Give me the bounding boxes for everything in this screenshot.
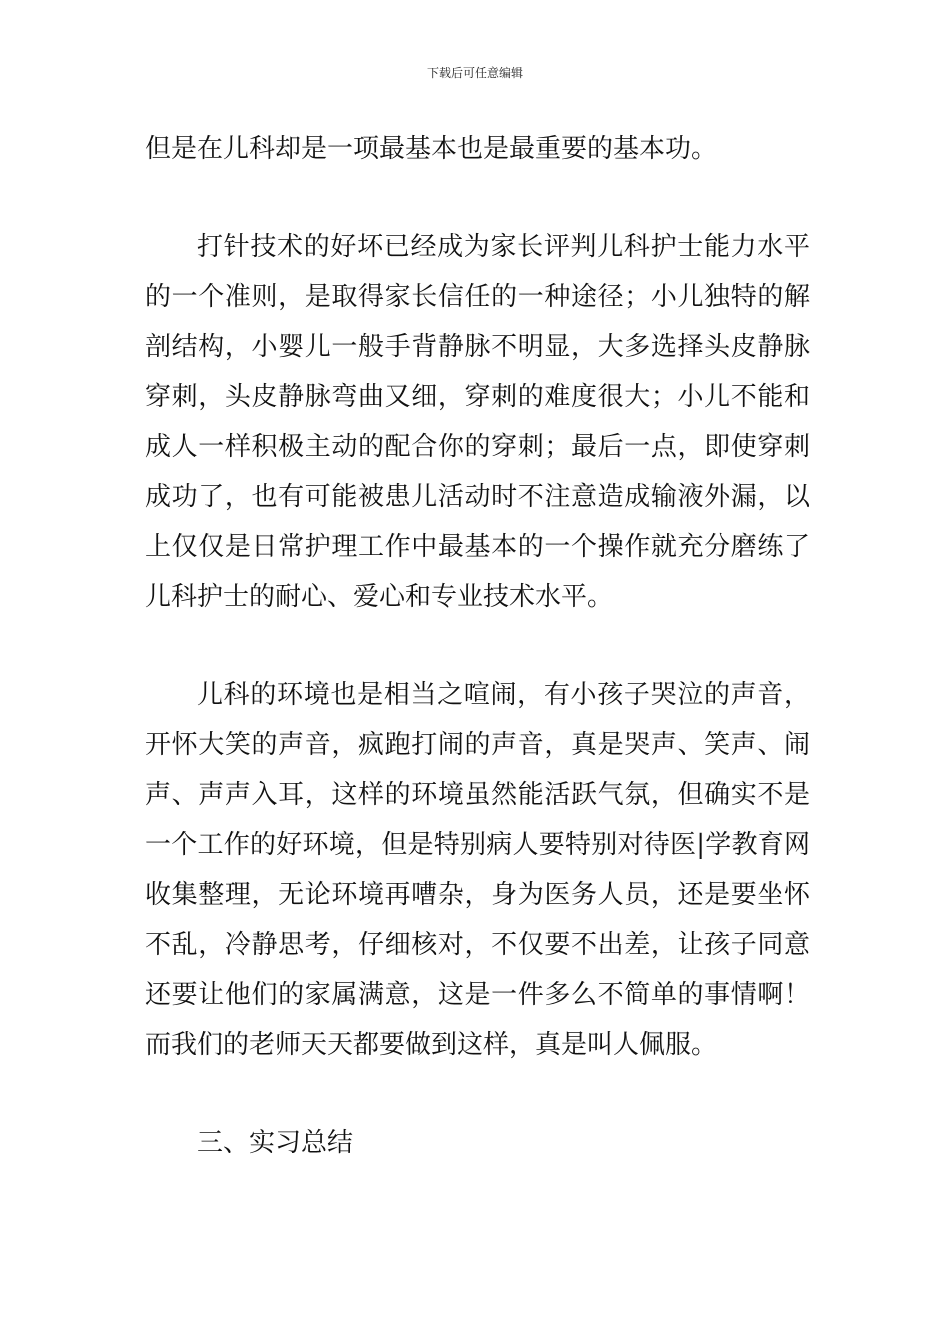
paragraph-line: 打针技术的好坏已经成为家长评判儿科护士能力水平 [197,232,810,262]
paragraph-line: 儿科护士的耐心、爱心和专业技术水平。 [145,582,614,612]
paragraph-line: 的一个准则，是取得家长信任的一种途径；小儿独特的解 [145,282,810,312]
page-header: 下载后可任意编辑 [426,66,523,80]
paragraph-line: 声、声声入耳，这样的环境虽然能活跃气氛，但确实不是 [145,780,810,810]
paragraph-line: 上仅仅是日常护理工作中最基本的一个操作就充分磨练了 [145,532,810,562]
paragraph-line: 一个工作的好环境，但是特别病人要特别对待医|学教育网 [145,830,810,860]
paragraph-line: 不乱，冷静思考，仔细核对，不仅要不出差，让孩子同意 [145,930,810,960]
paragraph-line: 成人一样积极主动的配合你的穿刺；最后一点，即使穿刺 [145,432,810,462]
section-heading: 三、实习总结 [197,1128,354,1158]
paragraph-line: 收集整理，无论环境再嘈杂，身为医务人员，还是要坐怀 [145,880,810,910]
paragraph-line: 成功了，也有可能被患儿活动时不注意造成输液外漏，以 [145,482,810,512]
paragraph-line: 开怀大笑的声音，疯跑打闹的声音，真是哭声、笑声、闹 [145,730,810,760]
paragraph-line: 还要让他们的家属满意，这是一件多么不简单的事情啊！ [145,980,810,1010]
paragraph-line: 但是在儿科却是一项最基本也是最重要的基本功。 [145,134,718,164]
paragraph-line: 而我们的老师天天都要做到这样，真是叫人佩服。 [145,1030,718,1060]
paragraph-line: 剖结构，小婴儿一般手背静脉不明显，大多选择头皮静脉 [145,332,810,362]
paragraph-line: 儿科的环境也是相当之喧闹，有小孩子哭泣的声音， [197,680,810,710]
paragraph-line: 穿刺，头皮静脉弯曲又细，穿刺的难度很大；小儿不能和 [145,382,810,412]
